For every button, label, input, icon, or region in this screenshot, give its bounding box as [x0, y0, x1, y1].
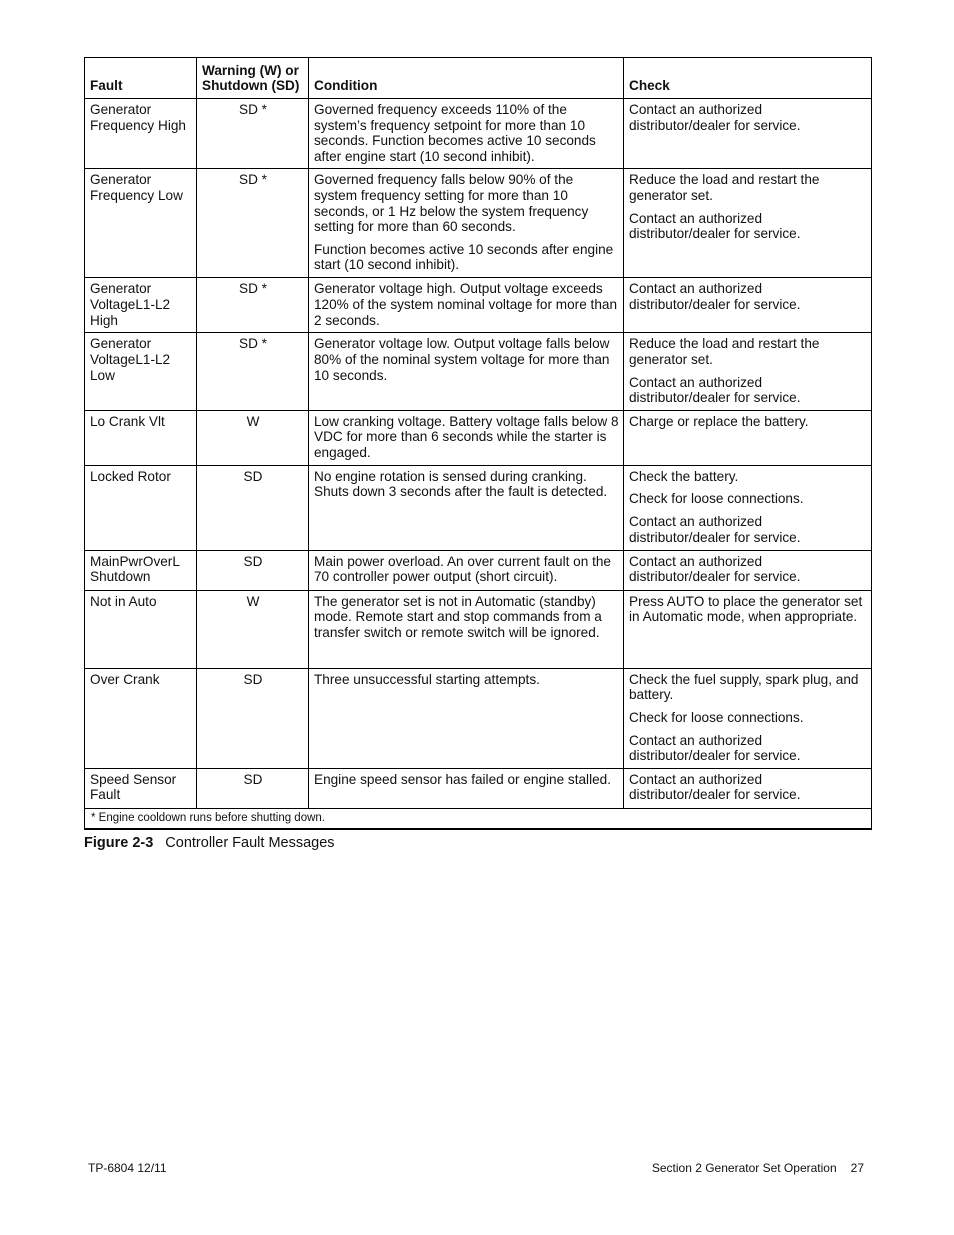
check-paragraph: Contact an authorized distributor/dealer for service.: [629, 732, 801, 764]
fault-condition: [309, 668, 624, 768]
check-paragraph: Contact an authorized distributor/dealer for service.: [629, 210, 801, 242]
fault-condition: [309, 169, 624, 278]
fault-check: [624, 465, 872, 550]
table-row: [85, 410, 872, 465]
fault-name: Generator VoltageL1-L2 Low: [85, 333, 197, 410]
table-row: [85, 768, 872, 808]
condition-paragraph: Governed frequency exceeds 110% of the system’s frequency setpoint for more than 10 seconds. Function becomes active 10 seconds after engine start (10 second inhibit).: [314, 102, 596, 164]
fault-name: Locked Rotor: [85, 465, 197, 550]
fault-type: SD: [197, 550, 309, 590]
header-condition: Condition: [309, 58, 624, 99]
condition-paragraph: Function becomes active 10 seconds after engine start (10 second inhibit).: [314, 241, 614, 273]
table-row: [85, 333, 872, 410]
check-paragraph: Contact an authorized distributor/dealer for service.: [629, 771, 801, 803]
condition-paragraph: Three unsuccessful starting attempts.: [314, 671, 540, 687]
check-paragraph: Check the fuel supply, spark plug, and battery.: [629, 671, 859, 703]
fault-condition: [309, 410, 624, 465]
check-paragraph: Contact an authorized distributor/dealer for service.: [629, 281, 801, 312]
check-paragraph: Check for loose connections.: [629, 491, 804, 507]
table-row: [85, 99, 872, 169]
footer-section: Section 2 Generator Set Operation: [651, 1161, 837, 1175]
condition-paragraph: Main power overload. An over current fault on the 70 controller power output (short circuit).: [314, 553, 611, 585]
fault-type: SD: [197, 465, 309, 550]
condition-paragraph: Generator voltage low. Output voltage falls below 80% of the nominal system voltage for more than 10 seconds.: [314, 336, 610, 383]
fault-check: [624, 410, 872, 465]
figure-caption: [84, 835, 335, 851]
fault-check: [624, 169, 872, 278]
fault-condition: [309, 278, 624, 333]
fault-type: SD: [197, 668, 309, 768]
fault-condition: [309, 550, 624, 590]
fault-condition: [309, 768, 624, 808]
fault-type: W: [197, 590, 309, 668]
table-row: [85, 550, 872, 590]
check-paragraph: Reduce the load and restart the generator set.: [629, 172, 820, 203]
fault-condition: [309, 465, 624, 550]
table-row: [85, 590, 872, 668]
header-fault: Fault: [85, 58, 197, 99]
fault-name: Over Crank: [85, 668, 197, 768]
fault-name: Not in Auto: [85, 590, 197, 668]
check-paragraph: Contact an authorized distributor/dealer for service.: [629, 374, 801, 406]
fault-name: Speed Sensor Fault: [85, 768, 197, 808]
header-type: Warning (W) or Shutdown (SD): [197, 58, 309, 99]
fault-condition: [309, 333, 624, 410]
condition-paragraph: Governed frequency falls below 90% of the system frequency setting for more than 10 seconds, or 1 Hz below the system frequency setting for more than 60 seconds.: [314, 172, 589, 235]
check-paragraph: Contact an authorized distributor/dealer for service.: [629, 102, 801, 133]
check-paragraph: Charge or replace the battery.: [629, 413, 809, 429]
table-header-row: [85, 58, 872, 99]
footnote-row: [85, 808, 872, 829]
footer-page-info: [652, 1161, 864, 1175]
table-footnote: * Engine cooldown runs before shutting down.: [85, 808, 872, 829]
condition-paragraph: Generator voltage high. Output voltage exceeds 120% of the system nominal voltage for more than 2 seconds.: [314, 281, 617, 328]
fault-type: SD *: [197, 333, 309, 410]
fault-check: [624, 333, 872, 410]
condition-paragraph: No engine rotation is sensed during cranking. Shuts down 3 seconds after the fault is detected.: [314, 468, 608, 500]
table-row: [85, 465, 872, 550]
fault-check: [624, 99, 872, 169]
fault-condition: [309, 590, 624, 668]
fault-name: Generator VoltageL1-L2 High: [85, 278, 197, 333]
table-row: [85, 169, 872, 278]
figure-number: Figure 2-3: [84, 835, 154, 851]
fault-type: W: [197, 410, 309, 465]
fault-name: Generator Frequency High: [85, 99, 197, 169]
page-number: 27: [850, 1161, 864, 1175]
fault-messages-table: [84, 57, 872, 830]
table-row: [85, 668, 872, 768]
fault-type: SD *: [197, 99, 309, 169]
table-row: [85, 278, 872, 333]
check-paragraph: Contact an authorized distributor/dealer for service.: [629, 553, 801, 585]
fault-check: [624, 278, 872, 333]
fault-check: [624, 768, 872, 808]
figure-title: Controller Fault Messages: [165, 835, 335, 851]
check-paragraph: Check the battery.: [629, 468, 739, 484]
fault-name: Generator Frequency Low: [85, 169, 197, 278]
fault-type: SD *: [197, 169, 309, 278]
fault-name: MainPwrOverL Shutdown: [85, 550, 197, 590]
check-paragraph: Press AUTO to place the generator set in Automatic mode, when appropriate.: [629, 593, 863, 625]
footer-doc-id: TP-6804 12/11: [88, 1161, 167, 1175]
condition-paragraph: Low cranking voltage. Battery voltage falls below 8 VDC for more than 6 seconds while the starter is engaged.: [314, 413, 619, 460]
fault-check: [624, 550, 872, 590]
fault-check: [624, 590, 872, 668]
fault-name: Lo Crank Vlt: [85, 410, 197, 465]
condition-paragraph: The generator set is not in Automatic (standby) mode. Remote start and stop commands from a transfer switch or remote switch will be ignored.: [314, 593, 602, 640]
check-paragraph: Contact an authorized distributor/dealer for service.: [629, 513, 801, 545]
header-check: Check: [624, 58, 872, 99]
check-paragraph: Check for loose connections.: [629, 709, 804, 725]
fault-type: SD: [197, 768, 309, 808]
fault-condition: [309, 99, 624, 169]
fault-type: SD *: [197, 278, 309, 333]
check-paragraph: Reduce the load and restart the generator set.: [629, 336, 820, 367]
fault-check: [624, 668, 872, 768]
condition-paragraph: Engine speed sensor has failed or engine stalled.: [314, 771, 611, 787]
